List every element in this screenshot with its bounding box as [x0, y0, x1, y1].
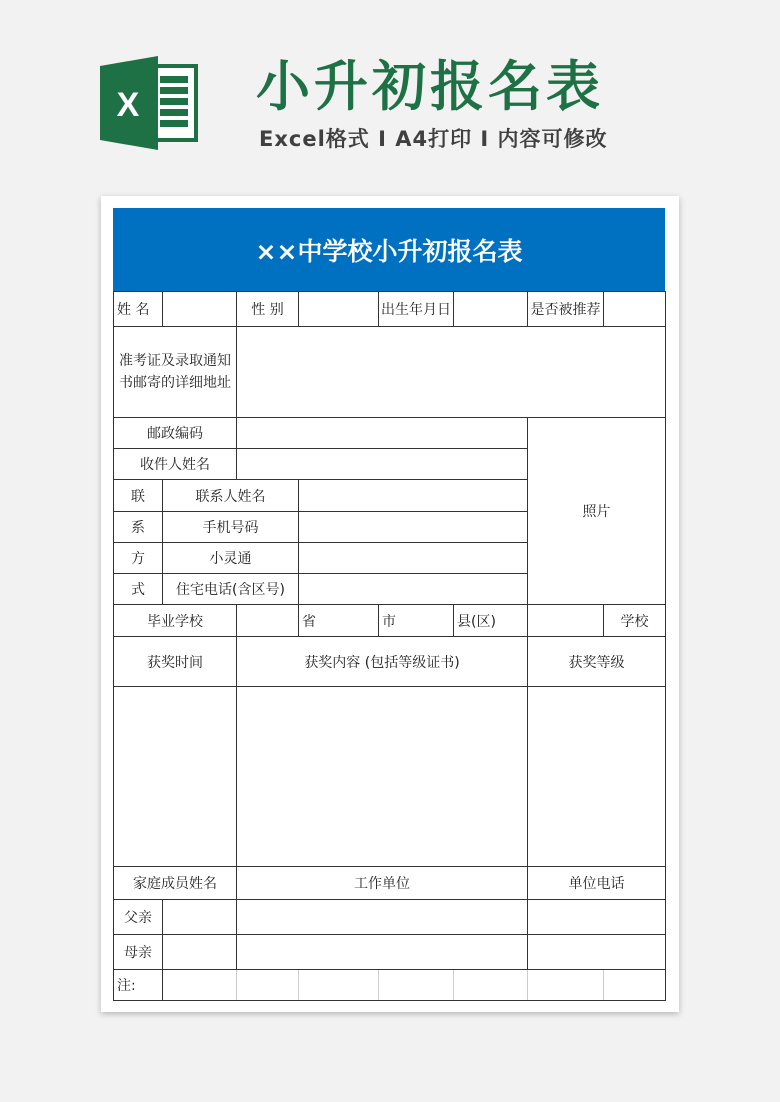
note-field[interactable]	[237, 970, 299, 1001]
note-field[interactable]	[379, 970, 454, 1001]
postal-code-field[interactable]	[237, 418, 528, 449]
address-label: 准考证及录取通知书邮寄的详细地址	[114, 327, 237, 418]
contact-side-label: 式	[114, 574, 163, 605]
award-level-header: 获奖等级	[528, 637, 666, 687]
home-phone-field[interactable]	[299, 574, 528, 605]
postal-code-label: 邮政编码	[114, 418, 237, 449]
mobile-label: 手机号码	[163, 512, 299, 543]
mother-label: 母亲	[114, 935, 163, 970]
phs-field[interactable]	[299, 543, 528, 574]
mobile-field[interactable]	[299, 512, 528, 543]
father-work-field[interactable]	[237, 900, 528, 935]
address-field[interactable]	[237, 327, 666, 418]
note-label: 注:	[114, 970, 163, 1001]
logo-letter: X	[116, 86, 140, 124]
name-field[interactable]	[163, 292, 237, 327]
province-label[interactable]: 省	[299, 605, 379, 637]
father-name-field[interactable]	[163, 900, 237, 935]
father-label: 父亲	[114, 900, 163, 935]
registration-table	[113, 291, 666, 1001]
home-phone-label: 住宅电话(含区号)	[163, 574, 299, 605]
school-field[interactable]	[237, 605, 299, 637]
county-label[interactable]: 县(区)	[454, 605, 528, 637]
mother-work-field[interactable]	[237, 935, 528, 970]
page-subtitle: Excel格式 I A4打印 I 内容可修改	[259, 127, 608, 151]
birth-label: 出生年月日	[379, 292, 454, 327]
award-time-field[interactable]	[114, 687, 237, 867]
name-label: 姓 名	[114, 292, 163, 327]
work-unit-header: 工作单位	[237, 867, 528, 900]
recommended-field[interactable]	[604, 292, 666, 327]
city-label[interactable]: 市	[379, 605, 454, 637]
award-time-header: 获奖时间	[114, 637, 237, 687]
family-name-header: 家庭成员姓名	[114, 867, 237, 900]
contact-side-label: 方	[114, 543, 163, 574]
note-field[interactable]	[528, 970, 604, 1001]
note-field[interactable]	[299, 970, 379, 1001]
father-phone-field[interactable]	[528, 900, 666, 935]
school-label: 毕业学校	[114, 605, 237, 637]
school-suffix-label: 学校	[604, 605, 666, 637]
note-field[interactable]	[454, 970, 528, 1001]
award-content-header: 获奖内容 (包括等级证书)	[237, 637, 528, 687]
photo-cell[interactable]: 照片	[528, 418, 666, 605]
phs-label: 小灵通	[163, 543, 299, 574]
recommended-label: 是否被推荐	[528, 292, 604, 327]
excel-logo-icon	[100, 56, 200, 150]
mother-name-field[interactable]	[163, 935, 237, 970]
contact-name-label: 联系人姓名	[163, 480, 299, 512]
page-title: 小升初报名表	[256, 55, 604, 118]
contact-name-field[interactable]	[299, 480, 528, 512]
note-field[interactable]	[604, 970, 666, 1001]
birth-field[interactable]	[454, 292, 528, 327]
recipient-label: 收件人姓名	[114, 449, 237, 480]
form-title: ××中学校小升初报名表	[113, 208, 665, 291]
award-content-field[interactable]	[237, 687, 528, 867]
work-phone-header: 单位电话	[528, 867, 666, 900]
form-sheet	[101, 196, 679, 1012]
recipient-field[interactable]	[237, 449, 528, 480]
gender-field[interactable]	[299, 292, 379, 327]
school-name-field[interactable]	[528, 605, 604, 637]
award-level-field[interactable]	[528, 687, 666, 867]
contact-side-label: 联	[114, 480, 163, 512]
gender-label: 性 别	[237, 292, 299, 327]
mother-phone-field[interactable]	[528, 935, 666, 970]
contact-side-label: 系	[114, 512, 163, 543]
note-field[interactable]	[163, 970, 237, 1001]
